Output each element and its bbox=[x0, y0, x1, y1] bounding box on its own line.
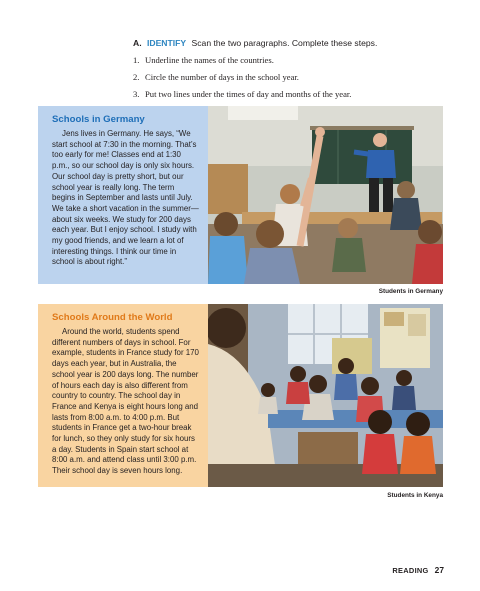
step-item bbox=[133, 72, 463, 82]
step-text: Put two lines under the times of day and months of the year. bbox=[145, 89, 352, 99]
world-panel bbox=[38, 304, 443, 487]
germany-text-box bbox=[38, 106, 208, 284]
germany-paragraph: Jens lives in Germany. He says, “We start school at 7:30 in the morning. That’s too early for me! Classes end at 1:30 p.m., so our school day is only six hours. Our school day is pretty short, but our school year is really long. The term begins in September and lasts until July. We take a short vacation in the summer—about six weeks. We study for 200 days each year. But I enjoy school. I study with my good friends, and we learn a lot of interesting things. I think our time in school is about right.” bbox=[52, 129, 199, 267]
activity-keyword: IDENTIFY bbox=[146, 38, 187, 48]
activity-instruction: Scan the two paragraphs. Complete these steps. bbox=[191, 38, 378, 48]
germany-photo-caption: Students in Germany bbox=[378, 288, 443, 295]
activity-letter: A. bbox=[133, 38, 142, 48]
kenya-classroom-illustration bbox=[208, 304, 443, 487]
section-label: READING bbox=[392, 566, 429, 575]
instructions bbox=[133, 38, 463, 106]
step-text: Underline the names of the countries. bbox=[145, 55, 274, 65]
step-number: 1. bbox=[133, 55, 140, 65]
kenya-classroom-photo bbox=[208, 304, 443, 487]
instructions-heading bbox=[133, 38, 463, 48]
step-item bbox=[133, 55, 463, 65]
step-number: 2. bbox=[133, 72, 140, 82]
germany-panel bbox=[38, 106, 443, 284]
germany-classroom-illustration bbox=[208, 106, 443, 284]
world-title: Schools Around the World bbox=[52, 312, 173, 323]
step-item bbox=[133, 89, 463, 99]
step-text: Circle the number of days in the school year. bbox=[145, 72, 299, 82]
steps-list bbox=[133, 55, 463, 99]
germany-classroom-photo bbox=[208, 106, 443, 284]
page-number: 27 bbox=[434, 565, 444, 575]
step-number: 3. bbox=[133, 89, 140, 99]
world-paragraph: Around the world, students spend different numbers of days in school. For example, students in France study for 170 days each year, but in Australia, the school year is 200 days long. The number of hours each day is also different from country to country. The school day in France and Kenya is eight hours long and lasts from 8:00 a.m. to 4:00 p.m. But students in France get a two-hour break for lunch, so they only study for six hours a day. Students in Spain start school at 8:00 a.m. and attend class until 3:00 p.m. Their school day is seven hours long. bbox=[52, 327, 199, 476]
world-text-box bbox=[38, 304, 208, 487]
page-footer bbox=[392, 565, 444, 575]
germany-title: Schools in Germany bbox=[52, 114, 145, 125]
kenya-photo-caption: Students in Kenya bbox=[387, 492, 443, 499]
